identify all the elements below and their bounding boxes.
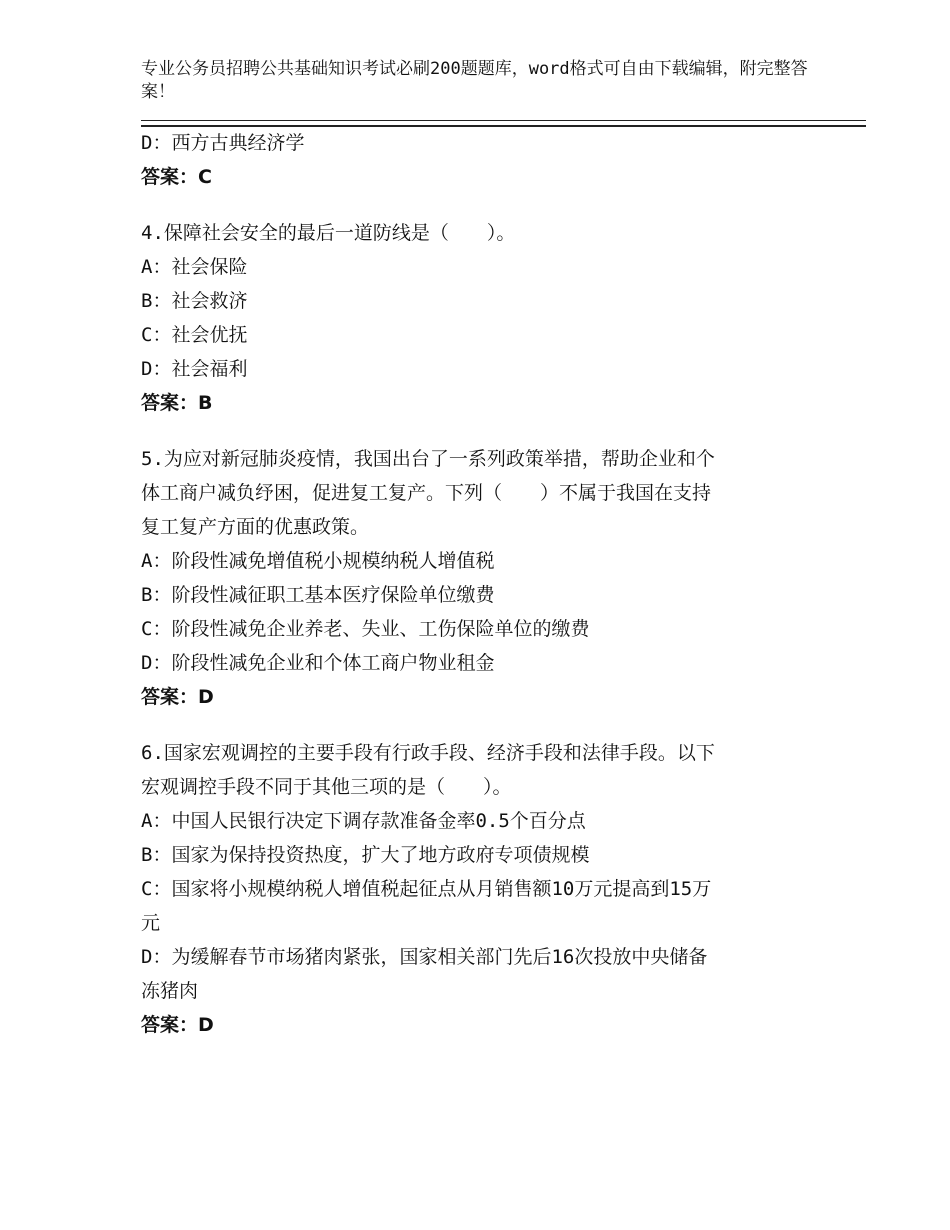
q4-stem: 4.保障社会安全的最后一道防线是（ ）。 <box>141 222 516 244</box>
q5-option-a: A：阶段性减免增值税小规模纳税人增值税 <box>141 550 495 572</box>
header-text: 专业公务员招聘公共基础知识考试必刷200题题库，word格式可自由下载编辑，附完整答案！ <box>141 59 808 102</box>
question-5 <box>141 442 801 714</box>
q6-option-d-line-2: 冻猪肉 <box>141 980 199 1002</box>
q6-option-b: B：国家为保持投资热度，扩大了地方政府专项债规模 <box>141 844 590 866</box>
q6-stem-line-1: 6.国家宏观调控的主要手段有行政手段、经济手段和法律手段。以下 <box>141 742 715 764</box>
q6-option-a: A：中国人民银行决定下调存款准备金率0.5个百分点 <box>141 810 586 832</box>
question-4 <box>141 216 801 420</box>
q5-option-c: C：阶段性减免企业养老、失业、工伤保险单位的缴费 <box>141 618 590 640</box>
q6-answer: 答案：D <box>141 1014 214 1036</box>
question-6 <box>141 736 801 1042</box>
q6-option-c-line-2: 元 <box>141 912 161 934</box>
q6-option-c-line-1: C：国家将小规模纳税人增值税起征点从月销售额10万元提高到15万 <box>141 878 712 900</box>
q4-option-b: B：社会救济 <box>141 290 248 312</box>
page-header <box>141 58 821 104</box>
q4-answer: 答案：B <box>141 392 213 414</box>
q6-stem-line-2: 宏观调控手段不同于其他三项的是（ ）。 <box>141 776 512 798</box>
q5-option-b: B：阶段性减征职工基本医疗保险单位缴费 <box>141 584 495 606</box>
q4-option-d: D：社会福利 <box>141 358 248 380</box>
question-content <box>141 126 801 1042</box>
q4-option-a: A：社会保险 <box>141 256 248 278</box>
q5-option-d: D：阶段性减免企业和个体工商户物业租金 <box>141 652 495 674</box>
q5-stem-line-1: 5.为应对新冠肺炎疫情，我国出台了一系列政策举措，帮助企业和个 <box>141 448 715 470</box>
spacer <box>141 714 801 736</box>
q5-stem-line-2: 体工商户减负纾困，促进复工复产。下列（ ）不属于我国在支持 <box>141 482 712 504</box>
q5-stem-line-3: 复工复产方面的优惠政策。 <box>141 516 370 538</box>
q3-option-d: D：西方古典经济学 <box>141 132 305 154</box>
q4-option-c: C：社会优抚 <box>141 324 248 346</box>
question-3-tail <box>141 126 801 194</box>
spacer <box>141 194 801 216</box>
spacer <box>141 420 801 442</box>
q5-answer: 答案：D <box>141 686 214 708</box>
header-rule-thin <box>141 120 866 121</box>
q3-answer: 答案：C <box>141 166 212 188</box>
q6-option-d-line-1: D：为缓解春节市场猪肉紧张，国家相关部门先后16次投放中央储备 <box>141 946 708 968</box>
